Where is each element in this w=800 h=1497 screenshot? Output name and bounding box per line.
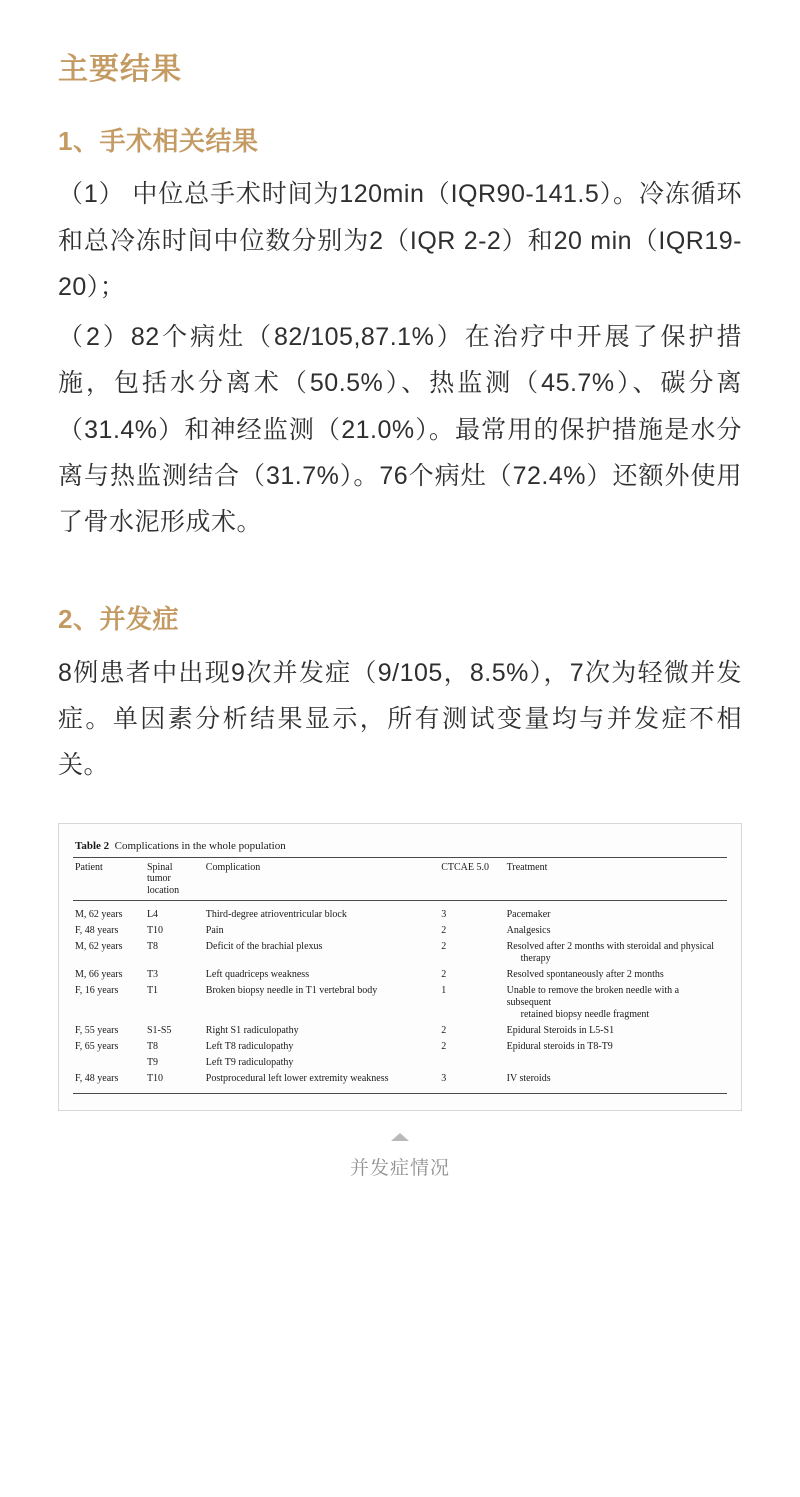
table-label: Table 2 (75, 839, 110, 852)
cell-patient: F, 48 years (75, 1073, 119, 1085)
cell-treatment: Epidural Steroids in L5-S1 (506, 1025, 615, 1037)
cell-patient: F, 48 years (75, 925, 119, 937)
page-title: 主要结果 (58, 53, 182, 86)
section-spacer (58, 549, 742, 601)
paragraph-complications-1: 8例患者中出现9次并发症（9/105，8.5%），7次为轻微并发症。单因素分析结果显示，所有测试变量均与并发症不相关。 (58, 658, 742, 780)
cell-complication: Postprocedural left lower extremity weakness (205, 1073, 389, 1085)
cell-location: T3 (146, 969, 159, 981)
cell-ctcae (439, 1055, 504, 1071)
cell-complication: Left quadriceps weakness (205, 969, 310, 981)
cell-ctcae: 2 (441, 1041, 447, 1053)
cell-treatment (505, 983, 727, 1023)
cell-patient: M, 62 years (75, 941, 123, 953)
cell-treatment-line1: Unable to remove the broken needle with a subsequent (506, 985, 680, 1009)
cell-treatment: IV steroids (506, 1073, 551, 1085)
cell-location: S1-S5 (146, 1025, 172, 1037)
paragraph-surgical-1: （1） 中位总手术时间为120min（IQR90-141.5）。冷冻循环和总冷冻时间中位数分别为2（IQR 2-2）和20 min（IQR19-20）； (58, 180, 742, 301)
table-row (73, 967, 727, 983)
cell-ctcae: 3 (441, 1073, 447, 1085)
section-heading-complications: 2、并发症 (58, 604, 179, 635)
cell-patient (73, 1055, 145, 1071)
caption-arrow-icon (391, 1133, 409, 1141)
cell-location: T1 (146, 985, 159, 997)
cell-treatment-line2: retained biopsy needle fragment (520, 1009, 650, 1021)
cell-ctcae: 2 (441, 969, 447, 981)
table-row (73, 901, 727, 924)
cell-treatment: Pacemaker (506, 909, 551, 921)
table-row (73, 1071, 727, 1089)
table-row (73, 923, 727, 939)
cell-treatment-line1: Resolved after 2 months with steroidal and physical (506, 941, 715, 953)
cell-location: T9 (146, 1057, 159, 1069)
table-row (73, 1039, 727, 1055)
cell-patient: F, 16 years (75, 985, 119, 997)
cell-treatment-line2: therapy (520, 953, 551, 965)
cell-location: T8 (146, 941, 159, 953)
table-row (73, 1055, 727, 1071)
cell-patient: F, 65 years (75, 1041, 119, 1053)
table-card (58, 823, 742, 1112)
cell-complication: Left T8 radiculopathy (205, 1041, 294, 1053)
cell-patient: F, 55 years (75, 1025, 119, 1037)
cell-complication: Broken biopsy needle in T1 vertebral body (205, 985, 378, 997)
table-row (73, 983, 727, 1023)
cell-treatment: Resolved spontaneously after 2 months (506, 969, 664, 981)
cell-complication: Left T9 radiculopathy (205, 1057, 294, 1069)
cell-ctcae: 2 (441, 941, 447, 953)
cell-complication: Pain (205, 925, 224, 937)
cell-treatment (505, 1055, 727, 1071)
column-header-ctcae: CTCAE 5.0 (441, 861, 490, 873)
table-title (73, 838, 727, 858)
cell-ctcae: 2 (441, 1025, 447, 1037)
column-header-treatment: Treatment (506, 861, 548, 873)
table-title-text: Complications in the whole population (114, 839, 286, 852)
cell-treatment: Epidural steroids in T8-T9 (506, 1041, 613, 1053)
cell-patient: M, 62 years (75, 909, 123, 921)
table-body (73, 901, 727, 1090)
figure-complications-table (58, 823, 742, 1181)
table-row (73, 1023, 727, 1039)
cell-location: T8 (146, 1041, 159, 1053)
table-row (73, 939, 727, 967)
cell-treatment (505, 939, 727, 967)
table-head (73, 858, 727, 901)
cell-complication: Third-degree atrioventricular block (205, 909, 347, 921)
cell-complication: Deficit of the brachial plexus (205, 941, 323, 953)
cell-ctcae: 1 (441, 985, 447, 997)
column-header-complication: Complication (205, 861, 261, 873)
table-header-row (73, 858, 727, 901)
complications-table (73, 858, 727, 1090)
cell-location: T10 (146, 925, 164, 937)
column-header-location: Spinal tumor location (146, 861, 180, 896)
table-bottom-rule (73, 1093, 727, 1094)
cell-location: T10 (146, 1073, 164, 1085)
figure-caption: 并发症情况 (349, 1158, 450, 1180)
paragraph-surgical-2: （2）82个病灶（82/105,87.1%）在治疗中开展了保护措施，包括水分离术（50.5%）、热监测（45.7%）、碳分离（31.4%）和神经监测（21.0%）。最常用的保护措施是水分离与热监测结合（31.7%）。76个病灶（72.4%）还额外使用了骨水泥形成术。 (58, 323, 742, 537)
cell-ctcae: 2 (441, 925, 447, 937)
cell-ctcae: 3 (441, 909, 447, 921)
cell-complication: Right S1 radiculopathy (205, 1025, 299, 1037)
cell-patient: M, 66 years (75, 969, 123, 981)
cell-treatment: Analgesics (506, 925, 551, 937)
column-header-patient: Patient (75, 861, 103, 873)
cell-location: L4 (146, 909, 159, 921)
section-heading-surgical-results: 1、手术相关结果 (58, 126, 259, 156)
